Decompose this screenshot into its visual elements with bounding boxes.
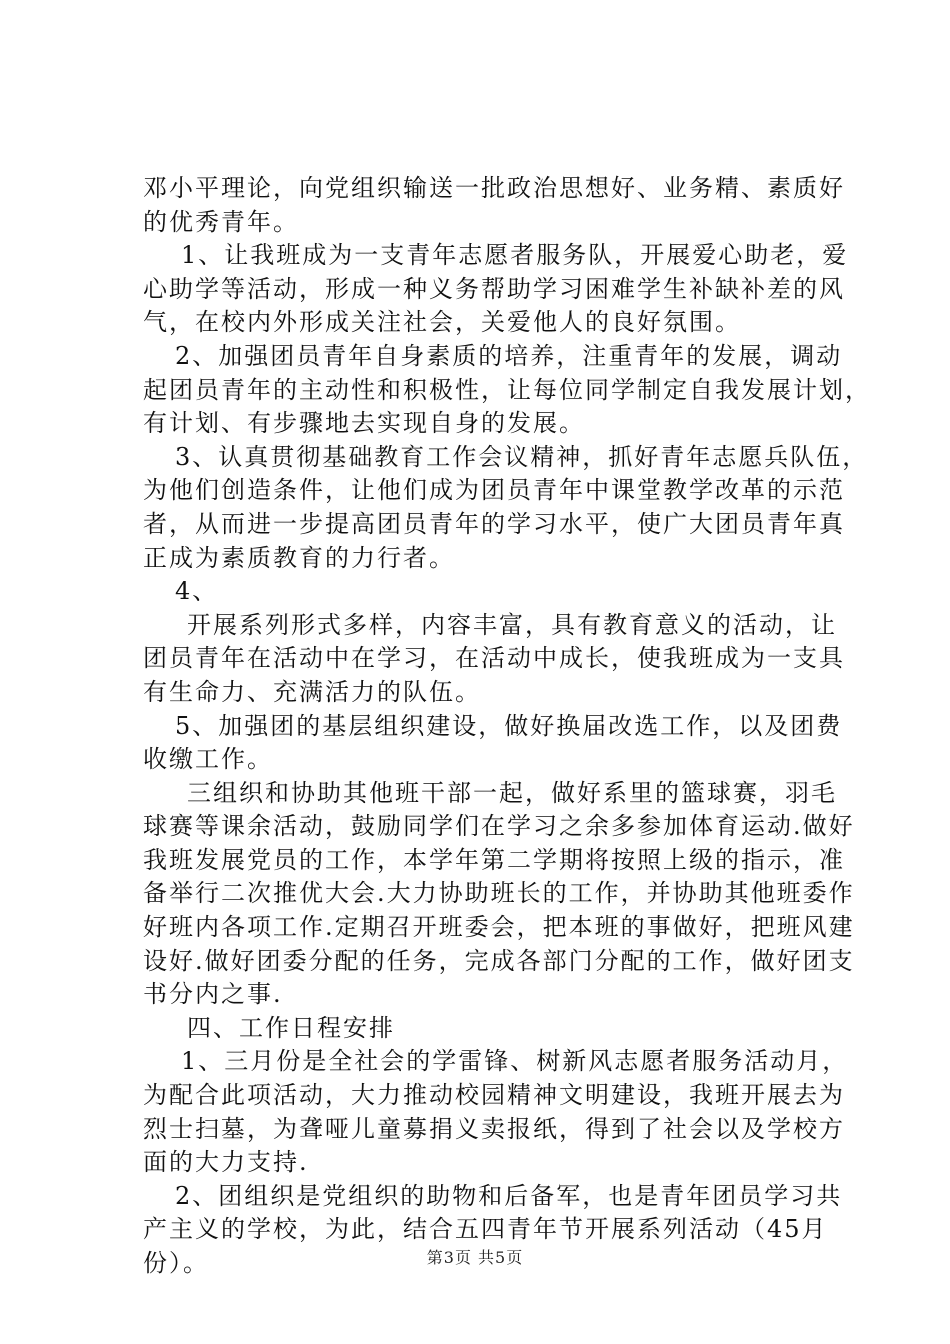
text-line: 产主义的学校，为此，结合五四青年节开展系列活动（45月	[143, 1215, 828, 1244]
section-heading: 四、工作日程安排	[187, 1013, 395, 1042]
text-line: 4、	[175, 577, 219, 606]
text-line: 为配合此项活动，大力推动校园精神文明建设，我班开展去为	[143, 1081, 845, 1110]
text-line: 心助学等活动，形成一种义务帮助学习困难学生补缺补差的风	[143, 274, 845, 303]
text-line: 3、认真贯彻基础教育工作会议精神，抓好青年志愿兵队伍，	[175, 442, 869, 471]
text-line: 1、三月份是全社会的学雷锋、树新风志愿者服务活动月，	[181, 1047, 849, 1076]
document-body	[143, 172, 871, 1281]
text-line: 备举行二次推优大会.大力协助班长的工作，并协助其他班委作	[143, 879, 855, 908]
text-line: 2、团组织是党组织的助物和后备军，也是青年团员学习共	[175, 1181, 843, 1210]
text-line: 5、加强团的基层组织建设，做好换届改选工作，以及团费	[175, 711, 843, 740]
text-line: 邓小平理论，向党组织输送一批政治思想好、业务精、素质好	[143, 174, 845, 202]
text-line: 面的大力支持.	[143, 1148, 309, 1177]
text-line: 三组织和协助其他班干部一起，做好系里的篮球赛，羽毛	[187, 778, 837, 807]
text-line: 份）。	[143, 1249, 209, 1277]
page-footer	[0, 1245, 950, 1268]
text-line: 好班内各项工作.定期召开班委会，把本班的事做好，把班风建	[143, 913, 855, 942]
text-line: 我班发展党员的工作，本学年第二学期将按照上级的指示，准	[143, 845, 845, 874]
text-line: 气，在校内外形成关注社会，关爱他人的良好氛围。	[143, 308, 741, 337]
text-line: 烈士扫墓，为聋哑儿童募捐义卖报纸，得到了社会以及学校方	[143, 1114, 845, 1143]
text-line: 1、让我班成为一支青年志愿者服务队，开展爱心助老，爱	[181, 241, 849, 270]
text-line: 球赛等课余活动，鼓励同学们在学习之余多参加体育运动.做好	[143, 812, 855, 841]
page-number: 第3页 共5页	[426, 1248, 524, 1267]
text-line: 开展系列形式多样，内容丰富，具有教育意义的活动，让	[187, 610, 837, 639]
text-line: 收缴工作。	[143, 745, 273, 774]
text-line: 2、加强团员青年自身素质的培养，注重青年的发展，调动	[175, 341, 843, 370]
text-line: 者，从而进一步提高团员青年的学习水平，使广大团员青年真	[143, 509, 845, 538]
text-line: 有计划、有步骤地去实现自身的发展。	[143, 409, 585, 438]
text-line: 有生命力、充满活力的队伍。	[143, 677, 481, 706]
text-line: 为他们创造条件，让他们成为团员青年中课堂教学改革的示范	[143, 476, 845, 505]
text-line: 的优秀青年。	[143, 207, 299, 236]
text-line: 正成为素质教育的力行者。	[143, 543, 455, 572]
text-line: 起团员青年的主动性和积极性，让每位同学制定自我发展计划，	[143, 375, 871, 404]
text-line: 设好.做好团委分配的任务，完成各部门分配的工作，做好团支	[143, 946, 855, 975]
text-line: 团员青年在活动中在学习，在活动中成长，使我班成为一支具	[143, 644, 845, 673]
text-line: 书分内之事.	[143, 980, 283, 1009]
